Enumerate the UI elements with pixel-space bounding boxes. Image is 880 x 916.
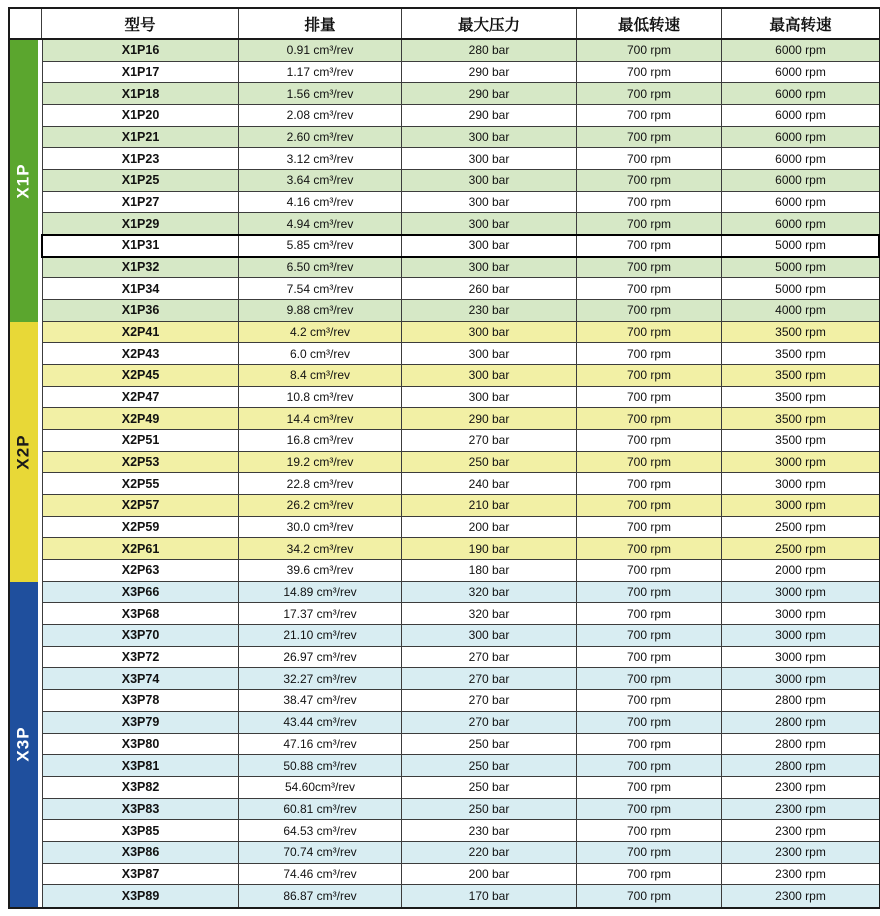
table-row — [42, 300, 879, 322]
table-row — [42, 127, 879, 149]
table-row — [42, 734, 879, 756]
displacement-cell: 5.85 cm³/rev — [239, 235, 402, 256]
min-speed-cell: 700 rpm — [577, 517, 722, 538]
min-speed-cell: 700 rpm — [577, 625, 722, 646]
table-body — [10, 40, 879, 907]
max-pressure-cell: 300 bar — [402, 235, 577, 256]
group-color-bar — [10, 582, 42, 907]
group-color-bar — [10, 40, 42, 322]
displacement-cell: 86.87 cm³/rev — [239, 885, 402, 907]
header-model: 型号 — [42, 9, 239, 38]
max-pressure-cell: 300 bar — [402, 213, 577, 234]
max-speed-cell: 3500 rpm — [775, 411, 826, 426]
model-cell: X1P25 — [42, 170, 239, 191]
table-row — [42, 538, 879, 560]
max-pressure-cell: 250 bar — [402, 452, 577, 473]
model-cell: X2P45 — [42, 365, 239, 386]
pump-spec-table — [8, 7, 880, 909]
min-speed-cell: 700 rpm — [577, 430, 722, 451]
table-row — [42, 213, 879, 235]
min-speed-cell: 700 rpm — [577, 495, 722, 516]
model-cell: X3P74 — [42, 668, 239, 689]
group-label: X2P — [14, 434, 34, 470]
min-speed-cell: 700 rpm — [577, 365, 722, 386]
min-speed-cell: 700 rpm — [577, 864, 722, 885]
table-row — [42, 473, 879, 495]
displacement-cell: 1.17 cm³/rev — [239, 62, 402, 83]
displacement-cell: 4.2 cm³/rev — [239, 322, 402, 343]
min-speed-cell: 700 rpm — [577, 83, 722, 104]
model-cell: X1P31 — [42, 235, 239, 256]
displacement-cell: 47.16 cm³/rev — [239, 734, 402, 755]
min-speed-cell: 700 rpm — [577, 885, 722, 907]
table-row — [42, 343, 879, 365]
min-speed-cell: 700 rpm — [577, 408, 722, 429]
max-speed-cell: 2800 rpm — [775, 736, 826, 751]
max-pressure-cell: 200 bar — [402, 864, 577, 885]
displacement-cell: 43.44 cm³/rev — [239, 712, 402, 733]
max-pressure-cell: 270 bar — [402, 647, 577, 668]
table-row — [42, 322, 879, 344]
group-rows — [42, 582, 879, 907]
min-speed-cell: 700 rpm — [577, 603, 722, 624]
table-header-row — [10, 9, 879, 40]
model-cell: X1P34 — [42, 278, 239, 299]
model-cell: X3P82 — [42, 777, 239, 798]
displacement-cell: 22.8 cm³/rev — [239, 473, 402, 494]
model-cell: X2P43 — [42, 343, 239, 364]
max-pressure-cell: 300 bar — [402, 192, 577, 213]
min-speed-cell: 700 rpm — [577, 842, 722, 863]
model-cell: X1P18 — [42, 83, 239, 104]
table-row — [42, 257, 879, 279]
displacement-cell: 17.37 cm³/rev — [239, 603, 402, 624]
min-speed-cell: 700 rpm — [577, 712, 722, 733]
max-speed-cell: 6000 rpm — [775, 151, 826, 166]
max-speed-cell: 2800 rpm — [775, 715, 826, 730]
model-cell: X3P87 — [42, 864, 239, 885]
min-speed-cell: 700 rpm — [577, 560, 722, 581]
min-speed-cell: 700 rpm — [577, 734, 722, 755]
max-speed-cell: 4000 rpm — [775, 303, 826, 318]
displacement-cell: 34.2 cm³/rev — [239, 538, 402, 559]
max-pressure-cell: 300 bar — [402, 127, 577, 148]
displacement-cell: 6.0 cm³/rev — [239, 343, 402, 364]
header-min-speed: 最低转速 — [577, 9, 722, 38]
max-pressure-cell: 290 bar — [402, 105, 577, 126]
max-speed-cell: 3000 rpm — [775, 498, 826, 513]
min-speed-cell: 700 rpm — [577, 192, 722, 213]
table-row — [42, 387, 879, 409]
table-row — [42, 799, 879, 821]
max-speed-cell: 6000 rpm — [775, 108, 826, 123]
min-speed-cell: 700 rpm — [577, 582, 722, 603]
table-row — [42, 755, 879, 777]
max-speed-cell: 2500 rpm — [775, 541, 826, 556]
max-pressure-cell: 180 bar — [402, 560, 577, 581]
min-speed-cell: 700 rpm — [577, 62, 722, 83]
max-pressure-cell: 190 bar — [402, 538, 577, 559]
max-pressure-cell: 210 bar — [402, 495, 577, 516]
max-pressure-cell: 170 bar — [402, 885, 577, 907]
max-speed-cell: 6000 rpm — [775, 43, 826, 58]
min-speed-cell: 700 rpm — [577, 538, 722, 559]
max-pressure-cell: 250 bar — [402, 734, 577, 755]
model-cell: X2P63 — [42, 560, 239, 581]
model-cell: X2P57 — [42, 495, 239, 516]
max-speed-cell: 3000 rpm — [775, 455, 826, 470]
max-speed-cell: 3000 rpm — [775, 585, 826, 600]
group-color-bar — [10, 322, 42, 582]
displacement-cell: 14.4 cm³/rev — [239, 408, 402, 429]
displacement-cell: 60.81 cm³/rev — [239, 799, 402, 820]
group-label: X3P — [14, 726, 34, 762]
min-speed-cell: 700 rpm — [577, 647, 722, 668]
max-speed-cell: 6000 rpm — [775, 130, 826, 145]
max-speed-cell: 6000 rpm — [775, 86, 826, 101]
displacement-cell: 2.60 cm³/rev — [239, 127, 402, 148]
table-row — [42, 148, 879, 170]
table-row — [42, 864, 879, 886]
header-displacement: 排量 — [239, 9, 402, 38]
displacement-cell: 70.74 cm³/rev — [239, 842, 402, 863]
max-pressure-cell: 290 bar — [402, 408, 577, 429]
displacement-cell: 21.10 cm³/rev — [239, 625, 402, 646]
model-cell: X2P55 — [42, 473, 239, 494]
displacement-cell: 26.2 cm³/rev — [239, 495, 402, 516]
max-speed-cell: 3500 rpm — [775, 325, 826, 340]
displacement-cell: 64.53 cm³/rev — [239, 820, 402, 841]
model-cell: X2P47 — [42, 387, 239, 408]
table-row — [42, 235, 879, 257]
model-cell: X3P78 — [42, 690, 239, 711]
model-cell: X2P53 — [42, 452, 239, 473]
min-speed-cell: 700 rpm — [577, 668, 722, 689]
displacement-cell: 0.91 cm³/rev — [239, 40, 402, 61]
model-cell: X2P61 — [42, 538, 239, 559]
model-cell: X3P66 — [42, 582, 239, 603]
min-speed-cell: 700 rpm — [577, 278, 722, 299]
max-speed-cell: 3500 rpm — [775, 346, 826, 361]
min-speed-cell: 700 rpm — [577, 322, 722, 343]
header-max-speed: 最高转速 — [769, 16, 832, 34]
table-row — [42, 40, 879, 62]
max-pressure-cell: 300 bar — [402, 148, 577, 169]
max-speed-cell: 5000 rpm — [775, 238, 826, 253]
group-rows — [42, 322, 879, 582]
displacement-cell: 50.88 cm³/rev — [239, 755, 402, 776]
min-speed-cell: 700 rpm — [577, 343, 722, 364]
model-group-x2p — [10, 322, 879, 582]
displacement-cell: 30.0 cm³/rev — [239, 517, 402, 538]
max-speed-cell: 6000 rpm — [775, 195, 826, 210]
table-row — [42, 625, 879, 647]
max-speed-cell: 3000 rpm — [775, 650, 826, 665]
model-cell: X3P85 — [42, 820, 239, 841]
displacement-cell: 4.16 cm³/rev — [239, 192, 402, 213]
group-rows — [42, 40, 879, 322]
model-cell: X1P16 — [42, 40, 239, 61]
displacement-cell: 26.97 cm³/rev — [239, 647, 402, 668]
max-pressure-cell: 230 bar — [402, 300, 577, 321]
max-pressure-cell: 230 bar — [402, 820, 577, 841]
max-pressure-cell: 250 bar — [402, 777, 577, 798]
table-row — [42, 278, 879, 300]
displacement-cell: 19.2 cm³/rev — [239, 452, 402, 473]
min-speed-cell: 700 rpm — [577, 755, 722, 776]
displacement-cell: 3.64 cm³/rev — [239, 170, 402, 191]
model-cell: X3P80 — [42, 734, 239, 755]
group-label: X1P — [14, 163, 34, 199]
min-speed-cell: 700 rpm — [577, 690, 722, 711]
max-speed-cell: 3000 rpm — [775, 476, 826, 491]
max-pressure-cell: 270 bar — [402, 668, 577, 689]
table-row — [42, 647, 879, 669]
max-pressure-cell: 270 bar — [402, 690, 577, 711]
min-speed-cell: 700 rpm — [577, 148, 722, 169]
table-row — [42, 495, 879, 517]
min-speed-cell: 700 rpm — [577, 820, 722, 841]
max-pressure-cell: 260 bar — [402, 278, 577, 299]
max-speed-cell: 3000 rpm — [775, 628, 826, 643]
displacement-cell: 2.08 cm³/rev — [239, 105, 402, 126]
table-row — [42, 668, 879, 690]
max-speed-cell: 2300 rpm — [775, 823, 826, 838]
displacement-cell: 38.47 cm³/rev — [239, 690, 402, 711]
displacement-cell: 32.27 cm³/rev — [239, 668, 402, 689]
table-row — [42, 408, 879, 430]
model-cell: X3P68 — [42, 603, 239, 624]
model-cell: X1P36 — [42, 300, 239, 321]
max-speed-cell: 3500 rpm — [775, 368, 826, 383]
max-pressure-cell: 300 bar — [402, 365, 577, 386]
table-row — [42, 105, 879, 127]
max-speed-cell: 5000 rpm — [775, 281, 826, 296]
table-row — [42, 62, 879, 84]
table-row — [42, 842, 879, 864]
max-pressure-cell: 220 bar — [402, 842, 577, 863]
model-cell: X2P59 — [42, 517, 239, 538]
max-pressure-cell: 250 bar — [402, 755, 577, 776]
model-cell: X2P41 — [42, 322, 239, 343]
table-row — [42, 712, 879, 734]
header-corner-cell — [10, 9, 42, 38]
table-row — [42, 560, 879, 582]
model-group-x1p — [10, 40, 879, 322]
max-speed-cell: 3000 rpm — [775, 671, 826, 686]
min-speed-cell: 700 rpm — [577, 777, 722, 798]
model-cell: X3P86 — [42, 842, 239, 863]
model-cell: X1P20 — [42, 105, 239, 126]
max-pressure-cell: 290 bar — [402, 62, 577, 83]
model-cell: X1P17 — [42, 62, 239, 83]
model-cell: X2P51 — [42, 430, 239, 451]
max-speed-cell: 6000 rpm — [775, 216, 826, 231]
max-pressure-cell: 320 bar — [402, 603, 577, 624]
max-speed-cell: 3500 rpm — [775, 390, 826, 405]
max-speed-cell: 2800 rpm — [775, 758, 826, 773]
max-pressure-cell: 270 bar — [402, 430, 577, 451]
max-pressure-cell: 300 bar — [402, 170, 577, 191]
table-row — [42, 517, 879, 539]
max-speed-cell: 6000 rpm — [775, 65, 826, 79]
max-speed-cell: 2300 rpm — [775, 801, 826, 816]
max-speed-cell: 2500 rpm — [775, 520, 826, 535]
max-pressure-cell: 320 bar — [402, 582, 577, 603]
max-pressure-cell: 240 bar — [402, 473, 577, 494]
table-row — [42, 430, 879, 452]
max-pressure-cell: 250 bar — [402, 799, 577, 820]
table-row — [42, 582, 879, 604]
model-cell: X1P23 — [42, 148, 239, 169]
table-row — [42, 83, 879, 105]
displacement-cell: 16.8 cm³/rev — [239, 430, 402, 451]
min-speed-cell: 700 rpm — [577, 387, 722, 408]
max-speed-cell: 2300 rpm — [775, 866, 826, 881]
min-speed-cell: 700 rpm — [577, 452, 722, 473]
displacement-cell: 10.8 cm³/rev — [239, 387, 402, 408]
max-speed-cell: 2800 rpm — [775, 693, 826, 708]
model-cell: X1P21 — [42, 127, 239, 148]
model-cell: X3P83 — [42, 799, 239, 820]
min-speed-cell: 700 rpm — [577, 473, 722, 494]
table-row — [42, 365, 879, 387]
displacement-cell: 14.89 cm³/rev — [239, 582, 402, 603]
displacement-cell: 39.6 cm³/rev — [239, 560, 402, 581]
min-speed-cell: 700 rpm — [577, 40, 722, 61]
displacement-cell: 3.12 cm³/rev — [239, 148, 402, 169]
max-speed-cell: 5000 rpm — [775, 260, 826, 275]
table-row — [42, 690, 879, 712]
table-row — [42, 885, 879, 907]
max-speed-cell: 2300 rpm — [775, 780, 826, 795]
min-speed-cell: 700 rpm — [577, 213, 722, 234]
displacement-cell: 8.4 cm³/rev — [239, 365, 402, 386]
displacement-cell: 9.88 cm³/rev — [239, 300, 402, 321]
min-speed-cell: 700 rpm — [577, 127, 722, 148]
displacement-cell: 1.56 cm³/rev — [239, 83, 402, 104]
max-pressure-cell: 270 bar — [402, 712, 577, 733]
table-row — [42, 170, 879, 192]
model-cell: X3P89 — [42, 885, 239, 907]
table-row — [42, 452, 879, 474]
displacement-cell: 74.46 cm³/rev — [239, 864, 402, 885]
displacement-cell: 54.60cm³/rev — [239, 777, 402, 798]
table-row — [42, 820, 879, 842]
model-group-x3p — [10, 582, 879, 907]
max-pressure-cell: 300 bar — [402, 257, 577, 278]
model-cell: X3P81 — [42, 755, 239, 776]
table-row — [42, 777, 879, 799]
displacement-cell: 7.54 cm³/rev — [239, 278, 402, 299]
max-speed-cell: 2300 rpm — [775, 889, 826, 904]
table-row — [42, 603, 879, 625]
min-speed-cell: 700 rpm — [577, 170, 722, 191]
model-cell: X3P72 — [42, 647, 239, 668]
table-row — [42, 192, 879, 214]
min-speed-cell: 700 rpm — [577, 105, 722, 126]
min-speed-cell: 700 rpm — [577, 257, 722, 278]
model-cell: X1P32 — [42, 257, 239, 278]
max-speed-cell: 6000 rpm — [775, 173, 826, 188]
model-cell: X2P49 — [42, 408, 239, 429]
max-pressure-cell: 300 bar — [402, 387, 577, 408]
max-speed-cell: 2300 rpm — [775, 845, 826, 860]
displacement-cell: 4.94 cm³/rev — [239, 213, 402, 234]
min-speed-cell: 700 rpm — [577, 300, 722, 321]
max-pressure-cell: 290 bar — [402, 83, 577, 104]
min-speed-cell: 700 rpm — [577, 799, 722, 820]
model-cell: X1P29 — [42, 213, 239, 234]
max-pressure-cell: 200 bar — [402, 517, 577, 538]
max-pressure-cell: 300 bar — [402, 625, 577, 646]
model-cell: X3P70 — [42, 625, 239, 646]
max-pressure-cell: 300 bar — [402, 322, 577, 343]
model-cell: X1P27 — [42, 192, 239, 213]
header-max-pressure: 最大压力 — [402, 9, 577, 38]
max-pressure-cell: 280 bar — [402, 40, 577, 61]
model-cell: X3P79 — [42, 712, 239, 733]
max-speed-cell: 2000 rpm — [775, 563, 826, 578]
max-speed-cell: 3000 rpm — [775, 606, 826, 621]
displacement-cell: 6.50 cm³/rev — [239, 257, 402, 278]
max-pressure-cell: 300 bar — [402, 343, 577, 364]
min-speed-cell: 700 rpm — [577, 235, 722, 256]
max-speed-cell: 3500 rpm — [775, 433, 826, 448]
